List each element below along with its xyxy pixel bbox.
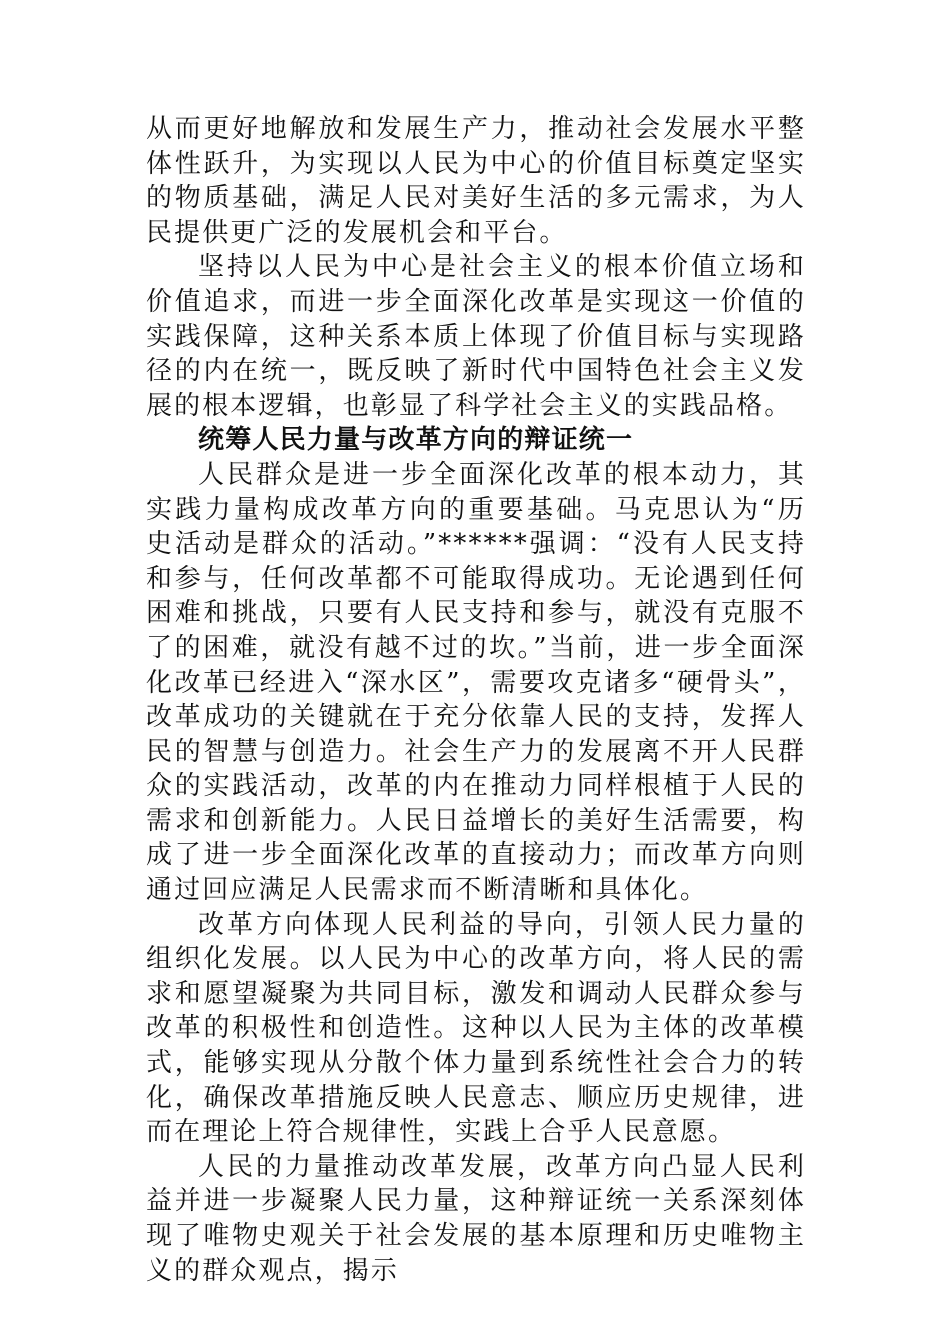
section-heading: 统筹人民力量与改革方向的辩证统一: [198, 425, 634, 456]
document-page: [146, 112, 806, 1288]
paragraph-continuation: 从而更好地解放和发展生产力，推动社会发展水平整体性跃升，为实现以人民为中心的价值目标奠定坚实的物质基础，满足人民对美好生活的多元需求，为人民提供更广泛的发展机会和平台。: [146, 114, 806, 248]
paragraph-dialectical-unity: 人民的力量推动改革发展，改革方向凸显人民利益并进一步凝聚人民力量，这种辩证统一关系深刻体现了唯物史观关于社会发展的基本原理和历史唯物主义的群众观点，揭示: [146, 1151, 806, 1286]
paragraph-reform-direction: 改革方向体现人民利益的导向，引领人民力量的组织化发展。以人民为中心的改革方向，将人民的需求和愿望凝聚为共同目标，激发和调动人民群众参与改革的积极性和创造性。这种以人民为主体的改革模式，能够实现从分散个体力量到系统性社会合力的转化，确保改革措施反映人民意志、顺应历史规律，进而在理论上符合规律性，实践上合乎人民意愿。: [146, 909, 806, 1148]
paragraph-people-driving-force: 人民群众是进一步全面深化改革的根本动力，其实践力量构成改革方向的重要基础。马克思认为“历史活动是群众的活动。”******强调：“没有人民支持和参与，任何改革都不可能取得成功。无论遇到任何困难和挑战，只要有人民支持和参与，就没有克服不了的困难，就没有越不过的坎。”当前，进一步全面深化改革已经进入“深水区”，需要攻克诸多“硬骨头”，改革成功的关键就在于充分依靠人民的支持，发挥人民的智慧与创造力。社会生产力的发展离不开人民群众的实践活动，改革的内在推动力同样根植于人民的需求和创新能力。人民日益增长的美好生活需要，构成了进一步全面深化改革的直接动力；而改革方向则通过回应满足人民需求而不断清晰和具体化。: [146, 459, 806, 906]
paragraph-value-stance: 坚持以人民为中心是社会主义的根本价值立场和价值追求，而进一步全面深化改革是实现这一价值的实践保障，这种关系本质上体现了价值目标与实现路径的内在统一，既反映了新时代中国特色社会主义发展的根本逻辑，也彰显了科学社会主义的实践品格。: [146, 252, 806, 421]
